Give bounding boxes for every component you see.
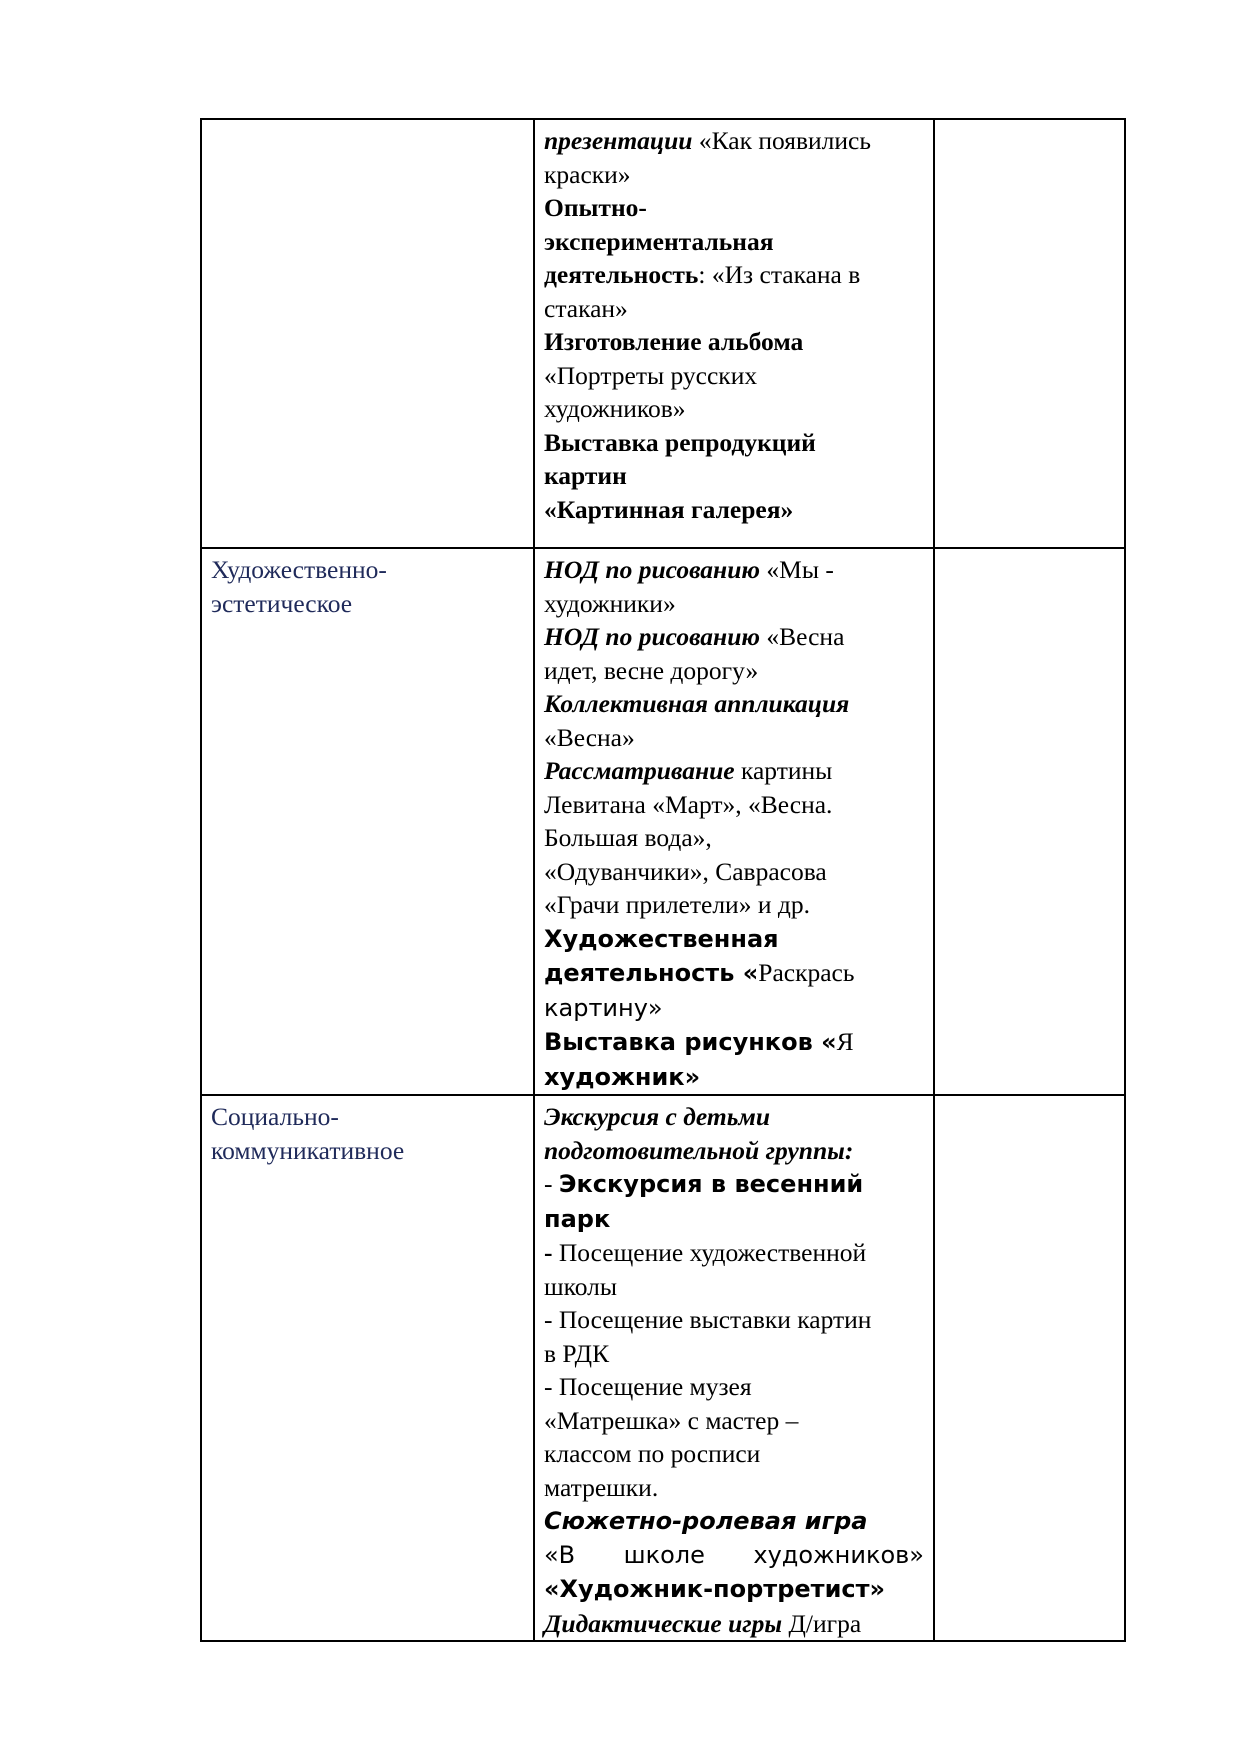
activity-text: - [544,1238,559,1267]
activity-line [544,426,924,460]
activity-line [544,991,924,1026]
activity-text: художников» [544,394,686,423]
activity-text: картину» [544,993,663,1022]
activity-text: парк [544,1204,611,1233]
notes-cell [934,119,1125,548]
activity-text: Экскурсия с детьми [544,1102,771,1131]
activity-line [544,788,924,822]
activity-line [544,124,924,158]
activity-text: Экскурсия в весенний [558,1170,864,1198]
activity-text: Сюжетно-ролевая игра [544,1507,868,1535]
activity-line [544,191,924,225]
activity-line [544,1100,924,1134]
activity-text: : «Из стакана в [698,260,861,289]
activity-text: картин [544,461,627,490]
activity-line [544,754,924,788]
activities-cell [534,1095,934,1641]
activity-text: «Матрешка» с мастер – [544,1405,799,1435]
area-label-line: Художественно- [211,555,387,584]
activity-line [544,1167,924,1202]
activity-text: Раскрась [758,958,855,987]
activity-text: - [544,1169,559,1198]
activity-line [544,1437,924,1471]
activity-text: деятельность « [544,959,759,987]
notes-cell [934,1095,1125,1641]
activity-line [544,922,924,957]
activity-line [544,1134,924,1168]
activity-line [544,1060,924,1095]
area-cell [201,1095,534,1641]
activity-text: Выставка рисунков « [544,1028,837,1056]
activity-text: Левитана «Март», «Весна. [544,789,833,819]
activity-text: Художественная [544,924,779,953]
table-row [201,548,1125,1095]
activity-line [544,654,924,688]
activities-cell [534,548,934,1095]
area-cell [201,548,534,1095]
activity-line [544,1607,924,1641]
activity-line [544,1370,924,1404]
activity-line [544,687,924,721]
activity-line [544,459,924,493]
activity-line [544,855,924,889]
activity-line [544,1025,924,1060]
area-label-line: коммуникативное [211,1135,405,1165]
activity-text: Большая вода», [544,823,712,852]
area-label-line: эстетическое [211,588,353,618]
activity-line [544,620,924,654]
activity-text: деятельность [544,260,699,289]
activities-cell [534,119,934,548]
activity-text: «Одуванчики», Саврасова [544,856,827,886]
activity-text: идет, весне дорогу» [544,655,759,685]
activity-text: «Весна» [544,722,635,752]
activity-line [544,1270,924,1304]
activity-text: художники» [544,588,676,618]
activity-line [544,821,924,855]
activity-line [544,1236,924,1270]
activity-text: «Мы - [760,555,834,584]
activity-line [544,1539,924,1573]
activity-line [544,553,924,587]
activity-word: школе [623,1540,705,1569]
activity-text: экспериментальная [544,226,774,256]
activity-text: классом по росписи [544,1439,761,1468]
activity-line [544,1504,924,1539]
activity-text: Коллективная аппликация [544,689,850,718]
activity-text: художник» [544,1062,701,1091]
activity-text: «Художник-портретист» [544,1575,886,1603]
activity-text: Изготовление альбома [544,327,804,356]
activity-line [544,587,924,621]
activity-text: картины [734,756,833,785]
activity-text: Рассматривание [544,756,735,785]
activity-text: «Грачи прилетели» и др. [544,890,810,919]
activity-line [544,1471,924,1505]
activity-line [544,888,924,922]
activity-text: НОД по рисованию [544,555,761,584]
activity-text: НОД по рисованию [544,622,761,651]
area-label-line: Социально- [211,1102,339,1131]
activity-text: стакан» [544,293,628,323]
activity-line [544,258,924,292]
activity-line [544,1337,924,1371]
activity-line [544,1202,924,1237]
activity-text: матрешки. [544,1472,659,1502]
activity-text: «Картинная галерея» [544,494,794,524]
notes-cell [934,548,1125,1095]
activity-line [544,225,924,259]
activity-text: подготовительной группы: [544,1135,854,1165]
activity-line [544,359,924,393]
activity-text: Опытно- [544,193,647,222]
activity-line [544,158,924,192]
activity-text: в РДК [544,1338,610,1368]
activity-word: художников» [753,1540,924,1569]
activity-line [544,392,924,426]
activity-text: Выставка репродукций [544,427,816,457]
activity-text: краски» [544,159,631,189]
activity-line [544,1404,924,1438]
activity-text: - Посещение выставки картин [544,1305,872,1334]
activity-text: презентации [544,126,693,155]
activity-text: Посещение художественной [558,1238,867,1267]
activity-text: Я [836,1027,854,1056]
activity-line [544,325,924,359]
area-cell [201,119,534,548]
activity-plan-table [200,118,1126,1642]
activity-text: - Посещение музея [544,1372,752,1401]
activity-line [544,956,924,991]
table-row [201,119,1125,548]
activity-line [544,292,924,326]
activity-text: школы [544,1271,618,1301]
activity-text: Дидактические игры [544,1608,783,1638]
activity-line [544,493,924,527]
activity-line [544,1303,924,1337]
activity-text: «Как появились [692,126,871,155]
activity-text: «Весна [760,622,845,651]
activity-text: Д/игра [782,1608,862,1638]
activity-line [544,1572,924,1607]
activity-text: «Портреты русских [544,360,758,390]
activity-line [544,721,924,755]
activity-word: «В [544,1540,576,1569]
table-row [201,1095,1125,1641]
